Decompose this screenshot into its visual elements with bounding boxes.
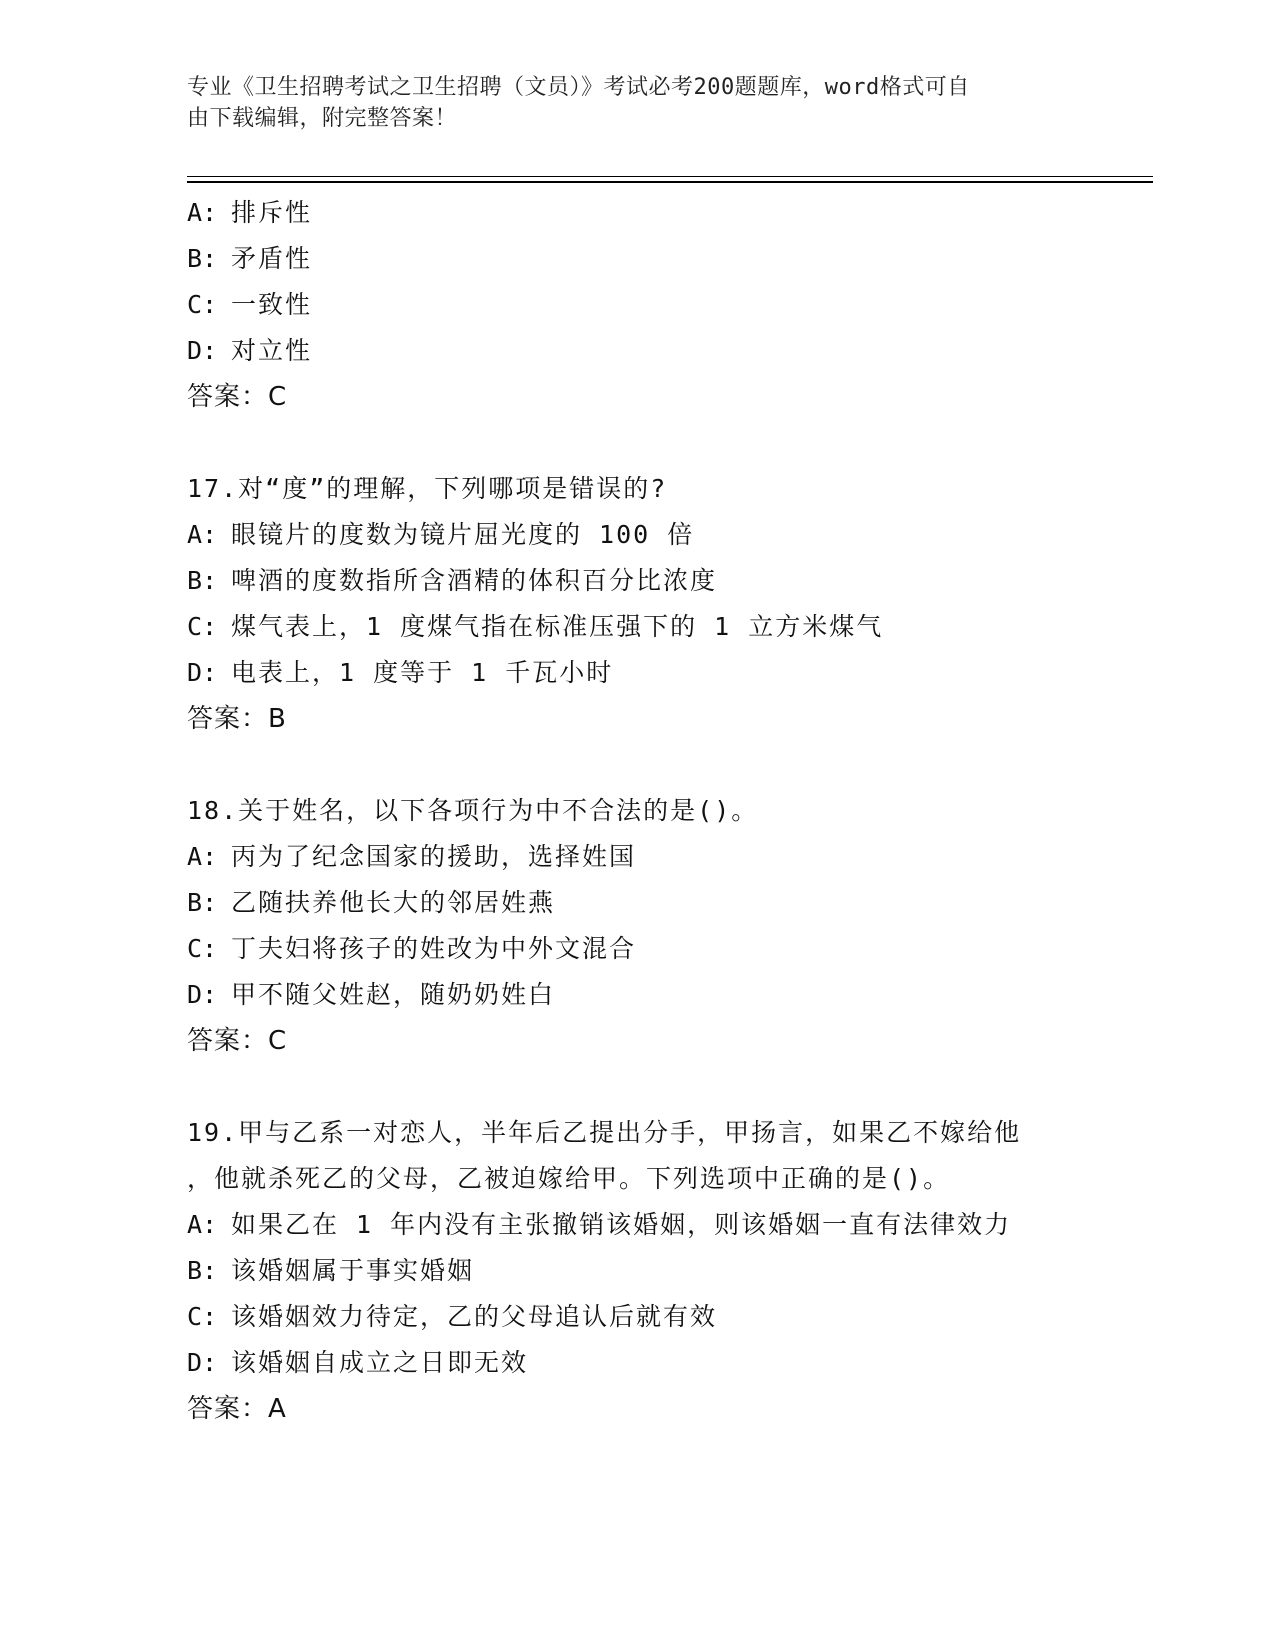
answer-line: 答案：B (187, 704, 287, 734)
option-d: D: 电表上，1 度等于 1 千瓦小时 (187, 658, 614, 687)
prev-question-block (187, 190, 1087, 420)
option-c: C: 该婚姻效力待定，乙的父母追认后就有效 (187, 1302, 718, 1331)
question-stem: 17.对“度”的理解，下列哪项是错误的? (187, 474, 668, 503)
answer-line: 答案：A (187, 1394, 287, 1424)
option-a: A: 如果乙在 1 年内没有主张撤销该婚姻，则该婚姻一直有法律效力 (187, 1210, 1012, 1239)
document-header (187, 72, 1067, 134)
question-17 (187, 466, 1087, 742)
question-stem: 18.关于姓名，以下各项行为中不合法的是()。 (187, 796, 759, 825)
question-19 (187, 1110, 1087, 1432)
header-line-1: 专业《卫生招聘考试之卫生招聘（文员）》考试必考200题题库，word格式可自 (187, 75, 970, 100)
option-c: C: 煤气表上，1 度煤气指在标准压强下的 1 立方米煤气 (187, 612, 884, 641)
option-b: B: 矛盾性 (187, 244, 313, 273)
question-stem-line-1: 19.甲与乙系一对恋人，半年后乙提出分手，甲扬言，如果乙不嫁给他 (187, 1118, 1022, 1147)
header-divider-thin (187, 176, 1153, 177)
question-stem-line-2: ，他就杀死乙的父母，乙被迫嫁给甲。下列选项中正确的是()。 (187, 1164, 951, 1193)
answer-line: 答案：C (187, 1026, 288, 1056)
option-b: B: 啤酒的度数指所含酒精的体积百分比浓度 (187, 566, 718, 595)
option-a: A: 眼镜片的度数为镜片屈光度的 100 倍 (187, 520, 695, 549)
option-d: D: 对立性 (187, 336, 313, 365)
option-a: A: 排斥性 (187, 198, 313, 227)
option-b: B: 乙随扶养他长大的邻居姓燕 (187, 888, 556, 917)
option-c: C: 丁夫妇将孩子的姓改为中外文混合 (187, 934, 637, 963)
option-d: D: 该婚姻自成立之日即无效 (187, 1348, 529, 1377)
answer-line: 答案：C (187, 382, 288, 412)
header-line-2: 由下载编辑，附完整答案！ (187, 106, 458, 131)
question-18 (187, 788, 1087, 1064)
option-c: C: 一致性 (187, 290, 313, 319)
option-a: A: 丙为了纪念国家的援助，选择姓国 (187, 842, 637, 871)
option-b: B: 该婚姻属于事实婚姻 (187, 1256, 475, 1285)
question-content (187, 190, 1087, 1432)
option-d: D: 甲不随父姓赵，随奶奶姓白 (187, 980, 556, 1009)
header-divider-thick (187, 181, 1153, 183)
